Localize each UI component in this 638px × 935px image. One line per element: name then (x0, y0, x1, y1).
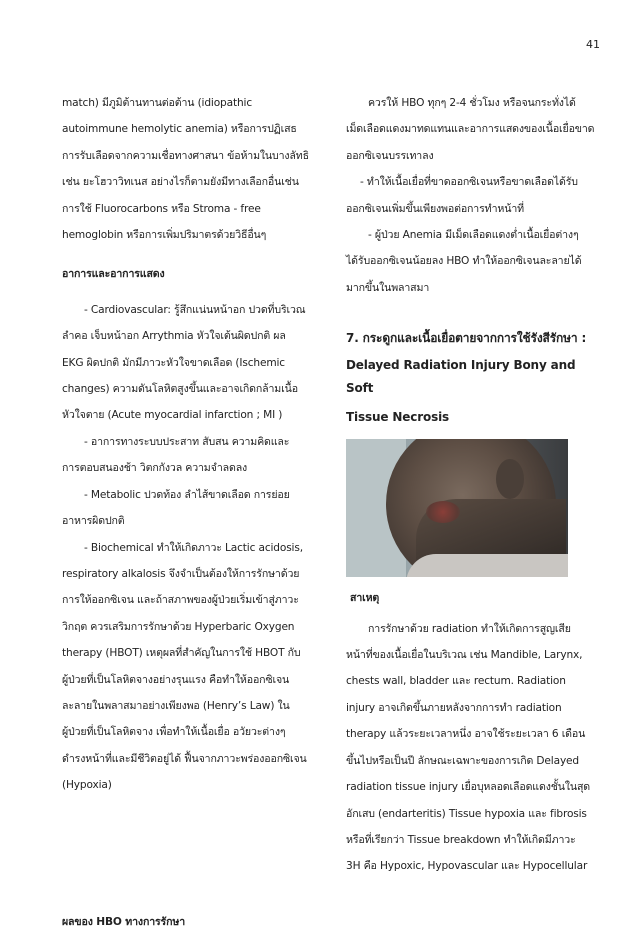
results-heading: ผลของ HBO ทางการรักษา (62, 915, 185, 928)
section7-subtitle: Delayed Radiation Injury Bony and Soft (346, 358, 576, 396)
metabolic-line: - Metabolic ปวดท้อง ลำไส้ขาดเลือด การย่อย (84, 488, 290, 501)
neuro-line: การตอบสนองช้า วิตกกังวล ความจำลดลง (62, 462, 248, 475)
symptoms-heading: อาการและอาการแสดง (62, 268, 165, 281)
biochem-line: - Biochemical ทำให้เกิดภาวะ Lactic acidosis, (84, 541, 303, 554)
biochem-line: ผู้ป่วยที่เป็นโลหิตจางอย่างรุนแรง คือทำให้ออกซิเจน (62, 673, 290, 686)
clinical-photo (346, 439, 568, 577)
cause-line: หรือที่เรียกว่า Tissue breakdown ทำให้เกิดมีภาวะ (346, 833, 576, 846)
cardio-line: - Cardiovascular: รู้สึกแน่นหน้าอก ปวดที่บริเวณ (84, 303, 306, 316)
right-column (346, 90, 600, 880)
intro-line: เช่น ยะโฮวาวิทเนส อย่างไรก็ตามยังมีทางเลือกอื่นเช่น (62, 176, 299, 189)
biochem-line: ละลายในพลาสมาอย่างเพียงพอ (Henry’s Law) ใน (62, 699, 290, 712)
biochem-line: วิกฤต ควรเสริมการรักษาด้วย Hyperbaric Oxygen (62, 620, 295, 633)
biochem-line: ผู้ป่วยที่เป็นโลหิตจาง เพื่อทำให้เนื้อเยื่อ อวัยวะต่างๆ (62, 726, 286, 739)
cardio-line: EKG ผิดปกติ มักมีภาวะหัวใจขาดเลือด (Ischemic (62, 356, 285, 369)
cause-line: 3H คือ Hypoxic, Hypovascular และ Hypocellular (346, 860, 588, 873)
cause-line: chests wall, bladder และ rectum. Radiation (346, 675, 566, 688)
intro-line: hemoglobin หรือการเพิ่มปริมาตรด้วยวิธีอื่นๆ (62, 229, 267, 242)
intro-line: การรับเลือดจากความเชื่อทางศาสนา ข้อห้ามในบางลัทธิ (62, 149, 309, 162)
hbo-line: ออกซิเจนบรรเทาลง (346, 149, 434, 162)
cause-line: injury อาจเกิดขึ้นภายหลังจากการทำ radiation (346, 701, 562, 714)
bullet-line: มากขึ้นในพลาสมา (346, 281, 430, 294)
cardio-line: changes) ความดันโลหิตสูงขึ้นและอาจเกิดกล้ามเนื้อ (62, 383, 298, 396)
biochem-line: การให้ออกซิเจน และถ้าสภาพของผู้ป่วยเริ่มเข้าสู่ภาวะ (62, 594, 299, 607)
cause-line: ขึ้นไปหรือเป็นปี ลักษณะเฉพาะของการเกิด Delayed (346, 754, 580, 767)
biochem-line: (Hypoxia) (62, 779, 112, 792)
metabolic-line: อาหารผิดปกติ (62, 515, 125, 528)
cause-line: radiation tissue injury เยื่อบุหลอดเลือดแดงชั้นในสุด (346, 781, 591, 794)
biochem-line: respiratory alkalosis จึงจำเป็นต้องให้การรักษาด้วย (62, 567, 300, 580)
intro-line: การใช้ Fluorocarbons หรือ Stroma - free (62, 202, 261, 215)
cause-line: การรักษาด้วย radiation ทำให้เกิดการสูญเสีย (368, 622, 571, 635)
page-number: 41 (586, 38, 600, 51)
bullet-line: - ผู้ป่วย Anemia มีเม็ดเลือดแดงต่ำเนื้อเยื่อต่างๆ (368, 229, 579, 242)
cause-line: therapy แล้วระยะเวลาหนึ่ง อาจใช้ระยะเวลา 6 เดือน (346, 728, 586, 741)
cause-line: อักเสบ (endarteritis) Tissue hypoxia และ fibrosis (346, 807, 587, 820)
cardio-line: หัวใจตาย (Acute myocardial infarction ; MI ) (62, 409, 283, 422)
cause-line: หน้าที่ของเนื้อเยื่อในบริเวณ เช่น Mandible, Larynx, (346, 649, 583, 662)
hbo-line: เม็ดเลือดแดงมาทดแทนและอาการแสดงของเนื้อเยื่อขาด (346, 123, 595, 136)
intro-line: match) มีภูมิต้านทานต่อต้าน (idiopathic (62, 97, 253, 109)
neuro-line: - อาการทางระบบประสาท สับสน ความคิดและ (84, 435, 290, 448)
biochem-line: ดำรงหน้าที่และมีชีวิตอยู่ได้ ฟื้นจากภาวะพร่องออกซิเจน (62, 752, 307, 765)
intro-line: autoimmune hemolytic anemia) หรือการปฏิเสธ (62, 123, 297, 136)
cause-heading: สาเหตุ (350, 592, 380, 605)
hbo-line: ควรให้ HBO ทุกๆ 2-4 ชั่วโมง หรือจนกระทั่งได้ (368, 97, 576, 109)
left-column (62, 90, 314, 935)
bullet-line: ได้รับออกซิเจนน้อยลง HBO ทำให้ออกซิเจนละลายได้ (346, 255, 582, 268)
section7-subtitle: Tissue Necrosis (346, 410, 450, 425)
section7-title: 7. กระดูกและเนื้อเยื่อตายจากการใช้รังสีรักษา : (346, 331, 587, 346)
bullet-line: ออกซิเจนเพิ่มขึ้นเพียงพอต่อการทำหน้าที่ (346, 202, 524, 215)
bullet-line: - ทำให้เนื้อเยื่อที่ขาดออกซิเจนหรือขาดเลือดได้รับ (360, 176, 578, 189)
cardio-line: ลำคอ เจ็บหน้าอก Arrythmia หัวใจเต้นผิดปกติ ผล (62, 330, 286, 343)
biochem-line: therapy (HBOT) เหตุผลที่สำคัญในการใช้ HBOT กับ (62, 647, 301, 660)
